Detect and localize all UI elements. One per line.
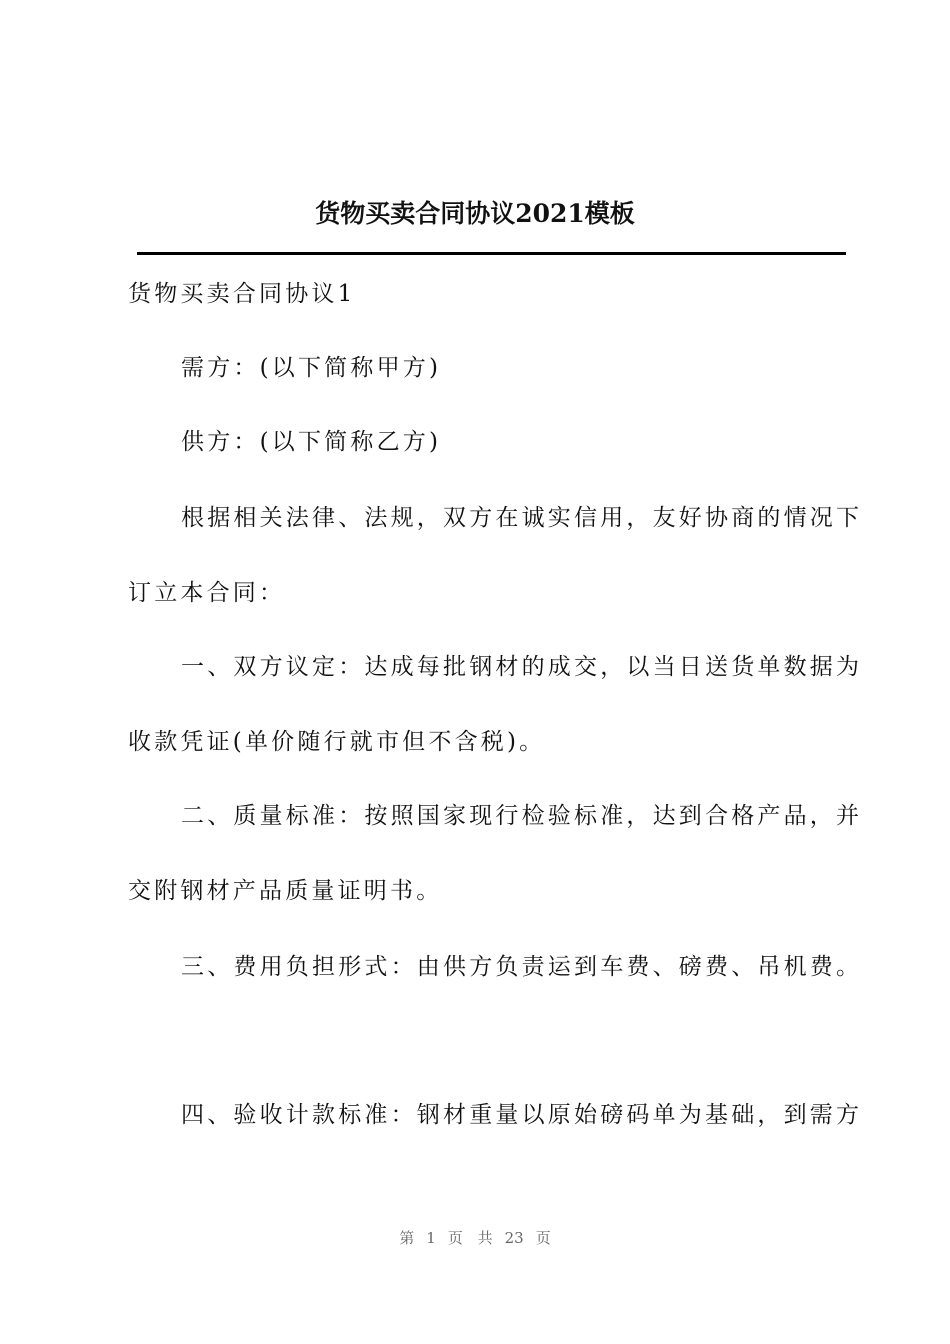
document-line: 交附钢材产品质量证明书。 <box>128 878 443 904</box>
document-line: 四、验收计款标准：钢材重量以原始磅码单为基础，到需方 <box>181 1102 863 1128</box>
document-line: 货物买卖合同协议1 <box>128 281 356 307</box>
footer-label-of: 页 共 <box>447 1229 493 1247</box>
footer-current-page: 1 <box>426 1229 436 1247</box>
page-title: 货物买卖合同协议2021模板 <box>315 199 635 228</box>
footer-total-pages: 23 <box>504 1229 524 1247</box>
document-line: 三、费用负担形式：由供方负责运到车费、磅费、吊机费。 <box>181 954 863 980</box>
document-line: 一、双方议定：达成每批钢材的成交，以当日送货单数据为 <box>181 654 863 680</box>
document-line: 供方：(以下简称乙方) <box>181 429 442 455</box>
document-line: 二、质量标准：按照国家现行检验标准，达到合格产品，并 <box>181 803 863 829</box>
footer-label-pages: 页 <box>535 1229 551 1247</box>
document-line: 订立本合同： <box>128 580 286 606</box>
document-line: 收款凭证(单价随行就市但不含税)。 <box>128 729 546 755</box>
page-footer <box>0 1226 950 1250</box>
document-line: 根据相关法律、法规，双方在诚实信用，友好协商的情况下 <box>181 505 863 531</box>
footer-label-page: 第 <box>399 1229 415 1247</box>
title-divider <box>137 252 846 255</box>
document-line: 需方：(以下简称甲方) <box>181 355 442 381</box>
